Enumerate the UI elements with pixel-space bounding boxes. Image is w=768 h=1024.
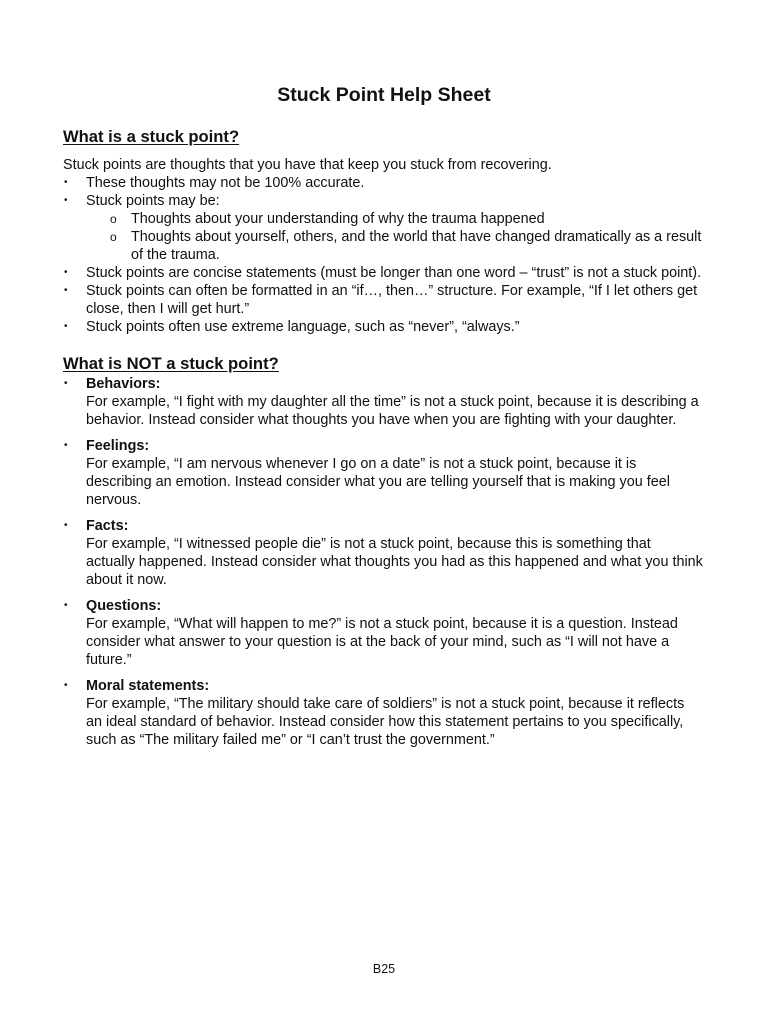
item-term: • Questions: xyxy=(86,598,162,614)
list-item xyxy=(63,597,703,669)
list-item xyxy=(63,264,703,282)
sub-list-item-text: Thoughts about yourself, others, and the world that have changed dramatically as a result of the trauma. xyxy=(131,229,702,263)
list-item xyxy=(63,282,703,318)
document-title: Stuck Point Help Sheet xyxy=(277,84,491,106)
list-item xyxy=(63,318,703,336)
list-item-text: Stuck points often use extreme language, such as “never”, “always.” xyxy=(86,319,520,335)
list-item xyxy=(63,174,703,192)
list-item xyxy=(63,677,703,749)
section-not-stuck-point xyxy=(63,353,703,749)
document-body xyxy=(63,126,703,757)
item-description: For example, “The military should take care of soldiers” is not a stuck point, because it reflects an ideal standard of behavior. Instead consider how this statement pertains to you specifically, such as “The military failed me” or “I can’t trust the government.” xyxy=(86,696,685,748)
section-heading-what-is: What is a stuck point? xyxy=(63,127,240,146)
not-stuck-point-list xyxy=(63,375,703,749)
stuck-point-bullet-list xyxy=(63,174,703,336)
page-number: B25 xyxy=(372,962,396,976)
item-description: For example, “What will happen to me?” is not a stuck point, because it is a question. Instead consider what answer to your question is at the back of your mind, such as “I will not have a future.” xyxy=(86,616,678,668)
sub-list-item xyxy=(86,210,703,228)
section-heading-what-is-not: What is NOT a stuck point? xyxy=(63,354,279,373)
list-item-text: Stuck points may be: xyxy=(86,193,220,209)
list-item xyxy=(63,517,703,589)
list-item-text: Stuck points are concise statements (must be longer than one word – “trust” is not a stuck point). xyxy=(86,265,702,281)
item-term: • Feelings: xyxy=(86,438,150,454)
sub-list-item-text: Thoughts about your understanding of why the trauma happened xyxy=(131,211,545,227)
item-term: • Behaviors: xyxy=(86,376,161,392)
item-description: For example, “I am nervous whenever I go on a date” is not a stuck point, because it is describing an emotion. Instead consider what you are telling yourself that is making you feel nervous. xyxy=(86,456,670,508)
list-item xyxy=(63,192,703,264)
list-item xyxy=(63,437,703,509)
list-item-text: These thoughts may not be 100% accurate. xyxy=(86,175,365,191)
list-item xyxy=(63,375,703,429)
item-description: For example, “I fight with my daughter all the time” is not a stuck point, because it is describing a behavior. Instead consider what thoughts you have when you are fighting with your daughter. xyxy=(86,394,699,428)
item-description: For example, “I witnessed people die” is not a stuck point, because this is something that actually happened. Instead consider what thoughts you had as this happened and what you think about it now. xyxy=(86,536,703,588)
sub-list-item xyxy=(86,228,703,264)
section-intro: Stuck points are thoughts that you have that keep you stuck from recovering. xyxy=(63,157,552,173)
list-item-text: Stuck points can often be formatted in an “if…, then…” structure. For example, “If I let others get close, then I will get hurt.” xyxy=(86,283,698,317)
sub-bullet-list xyxy=(86,210,703,264)
item-term: • Moral statements: xyxy=(86,678,210,694)
item-term: • Facts: xyxy=(86,518,129,534)
